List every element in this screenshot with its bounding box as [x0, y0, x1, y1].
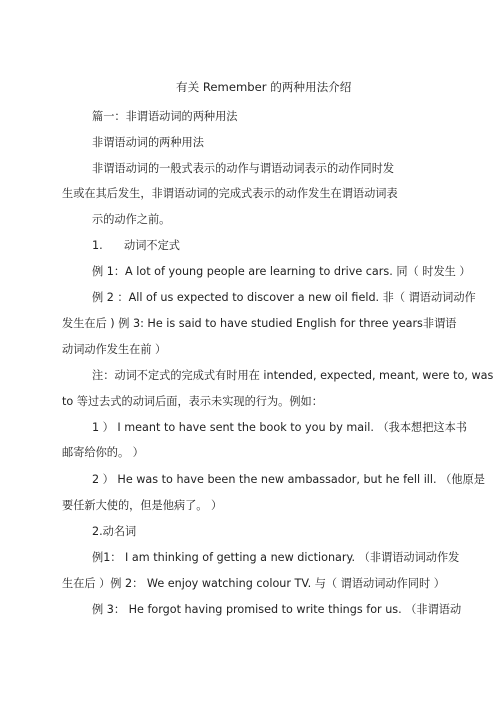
example-line: 生在后 ）例 2： We enjoy watching colour TV. 与（ 谓语动词动作同时 ） [62, 577, 445, 590]
example-line: 1 ） I meant to have sent the book to you by mail. （我本想把这本书 [92, 421, 467, 434]
note-line: 注：动词不定式的完成式有时用在 intended, expected, meant, were to, was [92, 369, 494, 382]
note-line: to 等过去式的动词后面，表示未实现的行为。例如： [62, 395, 323, 408]
example-line: 要任新大使的，但是他病了。 ） [62, 499, 223, 512]
subheading: 非谓语动词的两种用法 [92, 136, 204, 149]
list-heading: 2.动名词 [92, 525, 137, 538]
example-line: 例 2 ：All of us expected to discover a new oil field. 非（ 谓语动词动作 [92, 291, 476, 304]
paragraph-line: 非谓语动词的一般式表示的动作与谓语动词表示的动作同时发 [92, 162, 395, 175]
example-line: 例1： I am thinking of getting a new dictionary. （非谓语动词动作发 [92, 551, 460, 564]
example-line: 邮寄给你的。 ） [62, 446, 144, 459]
list-heading: 1. 动词不定式 [92, 239, 180, 252]
paragraph-line: 生或在其后发生，非谓语动词的完成式表示的动作发生在谓语动词表 [62, 187, 398, 200]
example-line: 动词动作发生在前 ） [62, 343, 167, 356]
section-heading: 篇一：非谓语动词的两种用法 [92, 110, 238, 123]
example-line: 例 3： He forgot having promised to write things for us. （非谓语动 [92, 603, 462, 616]
example-line: 发生在后 ) 例 3: He is said to have studied English for three years非谓语 [62, 317, 457, 330]
paragraph-line: 示的动作之前。 [92, 213, 171, 226]
document-title: 有关 Remember 的两种用法介绍 [176, 80, 352, 94]
example-line: 2 ） He was to have been the new ambassador, but he fell ill. （他原是 [92, 473, 485, 486]
example-line: 例 1：A lot of young people are learning to drive cars. 同（ 时发生 ） [92, 265, 471, 278]
